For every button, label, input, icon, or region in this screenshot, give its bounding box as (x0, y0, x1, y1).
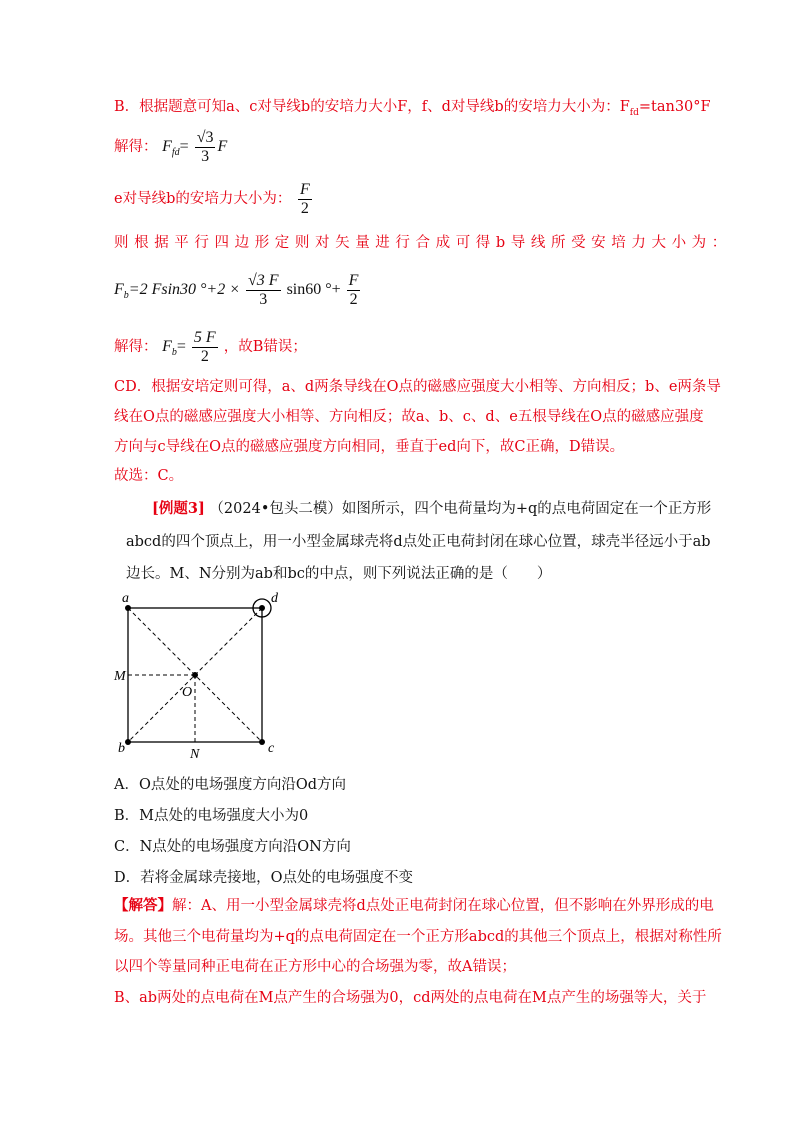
answer-line4: B、ab两处的点电荷在M点产生的合场强为0，cd两处的点电荷在M点产生的场强等大，关于 (114, 990, 707, 1006)
solution-cd-line3: 方向与c导线在O点的磁感应强度方向相同，垂直于ed向下，故C正确，D错误。 (114, 439, 625, 455)
solution-cd-answer: 故选：C。 (114, 468, 184, 484)
label-O: O (182, 685, 193, 700)
label-c: c (268, 741, 275, 756)
solution-b-parallelogram: 则根据平行四边形定则对矢量进行合成可得b导线所受安培力大小为： (114, 235, 732, 251)
option-a: A．O点处的电场强度方向沿Od方向 (114, 777, 347, 793)
solution-b-final: 解得： $F_b=$ $\frac{5 F}{2}$ ，故B错误； (114, 328, 307, 365)
label-M: M (114, 669, 126, 684)
option-d: D．若将金属球壳接地，O点处的电场强度不变 (114, 870, 414, 886)
example-tag: [例题3] (152, 500, 205, 517)
label-N: N (190, 747, 200, 762)
option-c: C．N点处的电场强度方向沿ON方向 (114, 839, 351, 855)
solution-cd-line2: 线在O点的磁感应强度大小相等、方向相反；故a、b、c、d、e五根导线在O点的磁感应强度 (114, 409, 704, 425)
answer-line3: 以四个等量同种正电荷在正方形中心的合场强为零，故A错误； (114, 959, 516, 975)
answer-title: 【解答】 (114, 897, 172, 914)
label-a: a (122, 591, 129, 606)
option-b: B．M点处的电场强度大小为0 (114, 808, 309, 824)
solution-b-intro: B．根据题意可知a、c对导线b的安培力大小F，f、d对导线b的安培力大小为：$F_{fd}=\tan 30^\circ F$ (114, 99, 711, 118)
answer-line1: 【解答】解：A、用一小型金属球壳将d点处正电荷封闭在球心位置，但不影响在外界形成的电 (114, 897, 714, 914)
charge-c (259, 739, 265, 745)
solution-cd-line1: CD．根据安培定则可得，a、d两条导线在O点的磁感应强度大小相等、方向相反；b、e两条导 (114, 379, 721, 395)
point-O (192, 672, 198, 678)
label-b: b (118, 741, 125, 756)
charge-d (259, 605, 265, 611)
example-line3: 边长。M、N分别为ab和bc的中点，则下列说法正确的是（ ） (126, 566, 552, 582)
example-line2: abcd的四个顶点上，用一小型金属球壳将d点处正电荷封闭在球心位置，球壳半径远小于ab (126, 534, 711, 550)
square-charge-figure (108, 588, 288, 764)
label-d: d (271, 591, 278, 606)
example-line1: [例题3] （2024•包头二模）如图所示，四个电荷量均为+q的点电荷固定在一个正方形 (152, 500, 712, 517)
solution-b-fd-result: 解得： $F_{fd}=$ $\frac{√3}{3}$ F (114, 128, 228, 165)
answer-line2: 场。其他三个电荷量均为+q的点电荷固定在一个正方形abcd的其他三个顶点上，根据对称性所 (114, 929, 722, 945)
solution-b-e-force: e对导线b的安培力大小为： $\frac{F}{2}$ (114, 180, 310, 217)
fb-formula: $F_b=2$ Fsin30 °+2 × $\frac{√3 F}{3}$ sin60 °+ $\frac{F}{2}$ (114, 271, 359, 308)
charge-b (125, 739, 131, 745)
fd-formula: $F_{fd}=$ $\frac{√3}{3}$ F (162, 128, 228, 165)
